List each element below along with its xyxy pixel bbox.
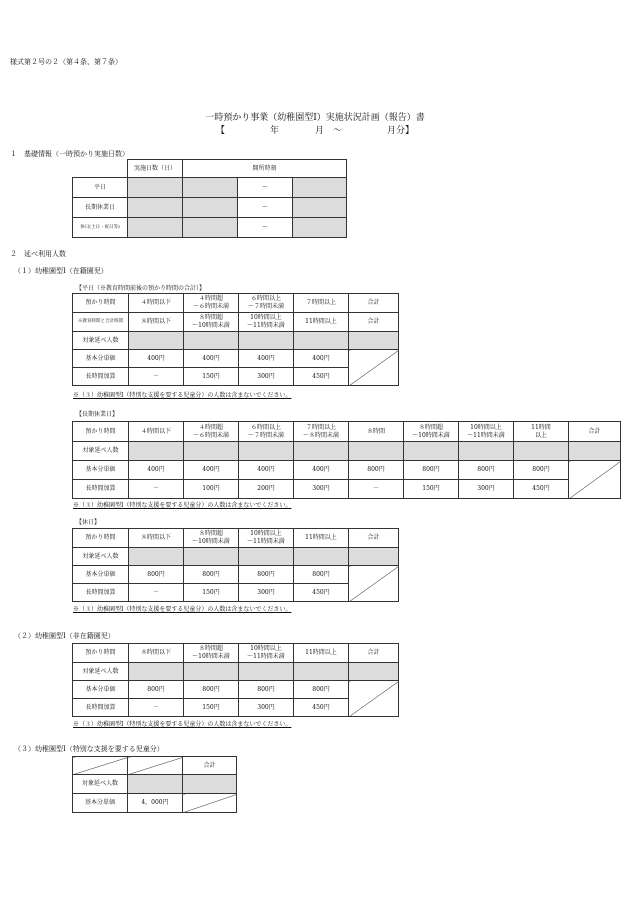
count-input[interactable]	[459, 442, 514, 461]
unit-value: 400円	[239, 350, 294, 368]
long-value: 200円	[239, 480, 294, 499]
tilde: ～	[238, 198, 293, 218]
unit-value: 800円	[404, 461, 459, 480]
header-total: 合計	[183, 757, 237, 775]
count-input[interactable]	[239, 332, 294, 350]
sub3-heading: （３）幼稚園型Ⅰ（特別な支援を要する児童分）	[14, 745, 164, 753]
unit-value: 800円	[239, 566, 294, 584]
row-long: 長時間加算	[73, 480, 129, 499]
count-input[interactable]	[184, 442, 239, 461]
holiday-note: ※（３）幼稚園型Ⅰ（特別な支援を要する児童分）の人数は含まないでください。	[73, 606, 292, 613]
header-cell: 預かり時間	[73, 422, 129, 442]
long-value: 450円	[294, 368, 349, 386]
tilde: ～	[238, 218, 293, 238]
header-cell: 11時間 以上	[514, 422, 569, 442]
row-count: 対象延べ人数	[73, 332, 129, 350]
header-cell: ６時間以上 ～７時間未満	[239, 422, 294, 442]
header-cell: ６時間以上 ～７時間未満	[239, 294, 294, 313]
total-input[interactable]	[569, 442, 621, 461]
header-cell: 合計	[349, 313, 399, 332]
sub2-heading: （２）幼稚園型Ⅰ（非在籍園児）	[14, 632, 115, 640]
header-cell: 10時間以上 ～11時間未満	[239, 313, 294, 332]
long-value: 300円	[239, 699, 294, 717]
unit-value: 800円	[129, 566, 184, 584]
long-value: 150円	[184, 699, 239, 717]
open-time-input[interactable]	[183, 178, 238, 198]
sub1-heading: （１）幼稚園型Ⅰ（在籍園児）	[14, 267, 108, 275]
section1-heading: １ 基礎情報（一時預かり実施日数）	[10, 150, 129, 158]
row-count: 対象延べ人数	[73, 442, 129, 461]
blank-cell	[73, 160, 128, 178]
long-value: 150円	[184, 584, 239, 602]
count-input[interactable]	[184, 332, 239, 350]
count-input[interactable]	[129, 332, 184, 350]
count-input[interactable]	[294, 663, 349, 681]
header-cell: ８時間以下	[129, 313, 184, 332]
header-cell: 11時間以上	[294, 529, 349, 548]
weekday-label: 【平日（※教育時間前後の預かり時間の合計）】	[76, 285, 206, 292]
open-time-input[interactable]	[183, 218, 238, 238]
long-value: 300円	[459, 480, 514, 499]
long-value: 300円	[294, 480, 349, 499]
long-value: 450円	[294, 699, 349, 717]
diagonal-cell	[569, 461, 621, 499]
header-cell: ４時間超 ～６時間未満	[184, 294, 239, 313]
count-input[interactable]	[294, 442, 349, 461]
header-cell: ※教育時間と合計時間	[73, 313, 129, 332]
long-value: 150円	[404, 480, 459, 499]
header-cell: 11時間以上	[294, 313, 349, 332]
long-value: 300円	[239, 584, 294, 602]
weekday-table	[72, 293, 399, 386]
count-input[interactable]	[239, 442, 294, 461]
close-time-input[interactable]	[293, 198, 347, 218]
days-input[interactable]	[128, 198, 183, 218]
unit-value: 4，000円	[128, 794, 183, 813]
diagonal-cell	[128, 757, 183, 775]
weekday-note: ※（３）幼稚園型Ⅰ（特別な支援を要する児童分）の人数は含まないでください。	[73, 392, 292, 399]
unit-value: 800円	[294, 566, 349, 584]
row-weekday: 平日	[73, 178, 128, 198]
diagonal-cell	[73, 757, 128, 775]
vacation-note: ※（３）幼稚園型Ⅰ（特別な支援を要する児童分）の人数は含まないでください。	[73, 502, 292, 509]
close-time-input[interactable]	[293, 218, 347, 238]
long-value: 450円	[294, 584, 349, 602]
count-input[interactable]	[294, 548, 349, 566]
unit-value: 800円	[239, 681, 294, 699]
vacation-table	[72, 421, 621, 499]
row-unit: 基本分単価	[73, 566, 129, 584]
header-cell: ７時間以上	[294, 294, 349, 313]
nonenrolled-note: ※（３）幼稚園型Ⅰ（特別な支援を要する児童分）の人数は含まないでください。	[73, 721, 292, 728]
header-cell: ８時間以下	[129, 529, 184, 548]
unit-value: 800円	[294, 681, 349, 699]
unit-value: 400円	[294, 461, 349, 480]
total-input[interactable]	[349, 332, 399, 350]
header-cell: 合計	[569, 422, 621, 442]
holiday-label: 【休日】	[76, 519, 101, 526]
row-count: 対象延べ人数	[73, 548, 129, 566]
header-cell: 預かり時間	[73, 644, 129, 663]
row-unit: 基本分単価	[73, 350, 129, 368]
row-holiday: 休日(土日・祝日等)	[73, 218, 128, 238]
long-value: 100円	[184, 480, 239, 499]
count-input[interactable]	[294, 332, 349, 350]
count-input[interactable]	[239, 548, 294, 566]
diagonal-cell	[349, 566, 399, 602]
header-cell: 合計	[349, 529, 399, 548]
header-cell: ８時間超 ～10時間未満	[404, 422, 459, 442]
total-input[interactable]	[349, 663, 399, 681]
count-input[interactable]	[184, 663, 239, 681]
header-cell: ４時間以下	[129, 422, 184, 442]
header-cell: 10時間以上 ～11時間未満	[459, 422, 514, 442]
close-time-input[interactable]	[293, 178, 347, 198]
diagonal-cell	[183, 794, 237, 813]
nonenrolled-table	[72, 643, 399, 717]
long-value: －	[129, 368, 184, 386]
total-input[interactable]	[183, 775, 237, 794]
unit-value: 400円	[239, 461, 294, 480]
count-input[interactable]	[184, 548, 239, 566]
row-unit: 基本分単価	[73, 794, 128, 813]
row-vacation: 長期休業日	[73, 198, 128, 218]
diagonal-cell	[349, 681, 399, 717]
long-value: －	[129, 584, 184, 602]
row-unit: 基本分単価	[73, 681, 129, 699]
holiday-table	[72, 528, 399, 602]
header-cell: 預かり時間	[73, 294, 129, 313]
unit-value: 400円	[184, 461, 239, 480]
row-long: 長時間加算	[73, 699, 129, 717]
header-cell: 預かり時間	[73, 529, 129, 548]
count-input[interactable]	[514, 442, 569, 461]
unit-value: 800円	[459, 461, 514, 480]
header-cell: 合計	[349, 294, 399, 313]
header-cell: ４時間以下	[129, 294, 184, 313]
header-cell: ８時間超 ～10時間未満	[184, 529, 239, 548]
long-value: 450円	[514, 480, 569, 499]
row-long: 長時間加算	[73, 368, 129, 386]
header-cell: ７時間以上 ～８時間未満	[294, 422, 349, 442]
report-period: 【 年 月 ～ 月分】	[215, 126, 414, 136]
unit-value: 800円	[184, 681, 239, 699]
unit-value: 400円	[129, 461, 184, 480]
long-value: －	[129, 480, 184, 499]
days-input[interactable]	[128, 178, 183, 198]
total-input[interactable]	[349, 548, 399, 566]
long-value: －	[129, 699, 184, 717]
header-cell: 10時間以上 ～11時間未満	[239, 644, 294, 663]
unit-value: 400円	[294, 350, 349, 368]
row-count: 対象延べ人数	[73, 775, 128, 794]
row-count: 対象延べ人数	[73, 663, 129, 681]
unit-value: 800円	[514, 461, 569, 480]
header-cell: ８時間以下	[129, 644, 184, 663]
header-cell: ８時間	[349, 422, 404, 442]
unit-value: 400円	[129, 350, 184, 368]
row-long: 長時間加算	[73, 584, 129, 602]
unit-value: 800円	[349, 461, 404, 480]
row-unit: 基本分単価	[73, 461, 129, 480]
col-hours: 開所時刻	[183, 160, 347, 178]
header-cell: 11時間以上	[294, 644, 349, 663]
days-input[interactable]	[128, 218, 183, 238]
count-input[interactable]	[129, 663, 184, 681]
count-input[interactable]	[239, 663, 294, 681]
page-title: 一時預かり事業（幼稚園型Ⅰ）実施状況計画（報告）書	[205, 113, 425, 123]
diagonal-cell	[349, 350, 399, 386]
col-days: 実施日数（日）	[128, 160, 183, 178]
count-input[interactable]	[129, 442, 184, 461]
open-time-input[interactable]	[183, 198, 238, 218]
count-input[interactable]	[129, 548, 184, 566]
unit-value: 400円	[184, 350, 239, 368]
unit-value: 800円	[129, 681, 184, 699]
header-cell: ８時間超 ～10時間未満	[184, 313, 239, 332]
count-input[interactable]	[349, 442, 404, 461]
count-input[interactable]	[404, 442, 459, 461]
long-value: 300円	[239, 368, 294, 386]
header-cell: 10時間以上 ～11時間未満	[239, 529, 294, 548]
form-number: 様式第２号の２（第４条、第７条）	[10, 58, 122, 66]
section2-heading: ２ 延べ利用人数	[10, 250, 66, 258]
long-value: －	[349, 480, 404, 499]
basic-info-table	[72, 159, 347, 238]
tilde: ～	[238, 178, 293, 198]
special-table	[72, 756, 237, 813]
long-value: 150円	[184, 368, 239, 386]
count-input[interactable]	[128, 775, 183, 794]
header-cell: ８時間超 ～10時間未満	[184, 644, 239, 663]
header-cell: ４時間超 ～６時間未満	[184, 422, 239, 442]
header-cell: 合計	[349, 644, 399, 663]
unit-value: 800円	[184, 566, 239, 584]
vacation-label: 【長期休業日】	[76, 411, 119, 418]
